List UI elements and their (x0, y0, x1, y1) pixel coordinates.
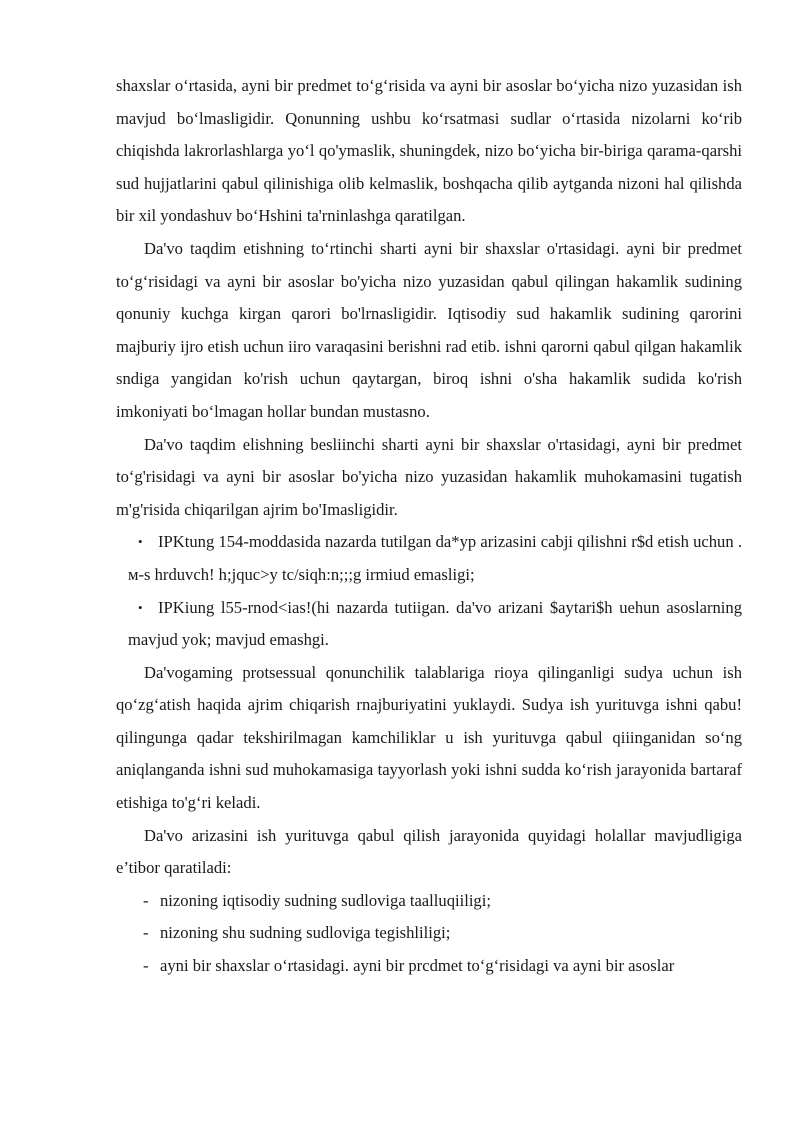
bullet-item-2 (116, 592, 742, 657)
bullet-text: IPKiung l55-rnod<ias!(hi nazarda tutiigan. da'vo arizani $aytari$h uehun asoslarning mavjud yok; mavjud emashgi. (128, 597, 742, 650)
paragraph-5: Da'vo arizasini ish yurituvga qabul qilish jarayonida quyidagi holallar mavjudligiga e’tibor qaratiladi: (116, 825, 742, 878)
dash-mark: - (143, 956, 149, 976)
bullet-mark: • (138, 599, 143, 615)
dash-mark: - (143, 923, 149, 943)
paragraph-1: shaxslar o‘rtasida, ayni bir predmet to‘g‘risida va ayni bir asoslar bo‘yicha nizo yuzasidan ish mavjud bo‘lmasligidir. Qonunning ushbu ko‘rsatmasi sudlar o‘rtasida nizolarni ko‘rib chiqishda lakrorlashlarga yo‘l qo'ymaslik, shuningdek, nizo bo‘yicha bir-biriga qarama-qarshi sud hujjatlarini qabul qilinishiga olib kelmaslik, boshqacha qilib aytganda nizoni hal qilishda bir xil yondashuv bo‘Hshini ta'rninlashga qaratilgan. (116, 76, 742, 226)
dash-text: nizoning shu sudning sudloviga tegishliligi; (160, 923, 451, 943)
dash-item-1 (116, 885, 742, 918)
bullet-item-1 (116, 526, 742, 591)
dash-text: nizoning iqtisodiy sudning sudloviga taalluqiiligi; (160, 890, 491, 910)
dash-mark: - (143, 890, 149, 910)
dash-text: ayni bir shaxslar o‘rtasidagi. ayni bir prcdmet to‘g‘risidagi va ayni bir asoslar (160, 956, 675, 976)
document-page (116, 70, 742, 983)
bullet-mark: • (138, 534, 143, 550)
paragraph-4: Da'vogaming protsessual qonunchilik talablariga rioya qilinganligi sudya uchun ish qo‘zg‘atish haqida ajrim chiqarish rnajburiyatini yuklaydi. Sudya ish yurituvga ishni qabu! qilingunga qadar tekshirilmagan kamchiliklar u ish yurituvga qabul qiiinganidan so‘ng aniqlanganda ishni sud muhokamasiga tayyorlash yoki ishni sudda ko‘rish jarayonida bartaraf etishiga to'g‘ri keladi. (116, 662, 742, 813)
paragraph-2: Da'vo taqdim etishning to‘rtinchi sharti ayni bir shaxslar o'rtasidagi. ayni bir predmet to‘g‘risidagi va ayni bir asoslar bo'yicha nizo yuzasidan qabul qilingan hakamlik sudining qonuniy kuchga kirgan qarori bo'lrnasligidir. Iqtisodiy sud hakamlik sudining qarorini majburiy ijro etish uchun iiro varaqasini berishni rad etib. ishni qarorni qabul qilgan hakamlik sndiga yangidan ko'rish uchun qaytargan, biroq ishni o'sha hakamlik sudida ko'rish imkoniyati bo‘lmagan hollar bundan mustasno. (116, 238, 742, 421)
dash-item-3 (116, 950, 742, 983)
paragraph-3: Da'vo taqdim elishning besliinchi sharti ayni bir shaxslar o'rtasidagi, ayni bir predmet to‘g'risidagi va ayni bir asoslar bo'yicha nizo yuzasidan hakamlik muhokamasini tugatish m'g'risida chiqarilgan ajrim bo'Imasligidir. (116, 434, 742, 519)
dash-item-2 (116, 917, 742, 950)
bullet-text: IPKtung 154-moddasida nazarda tutilgan da*yp arizasini cabji qilishni r$d etish uchun . м-s hrduvch! h;jquc>y tc/siqh:n;;;g irmiud emasligi; (128, 532, 742, 584)
